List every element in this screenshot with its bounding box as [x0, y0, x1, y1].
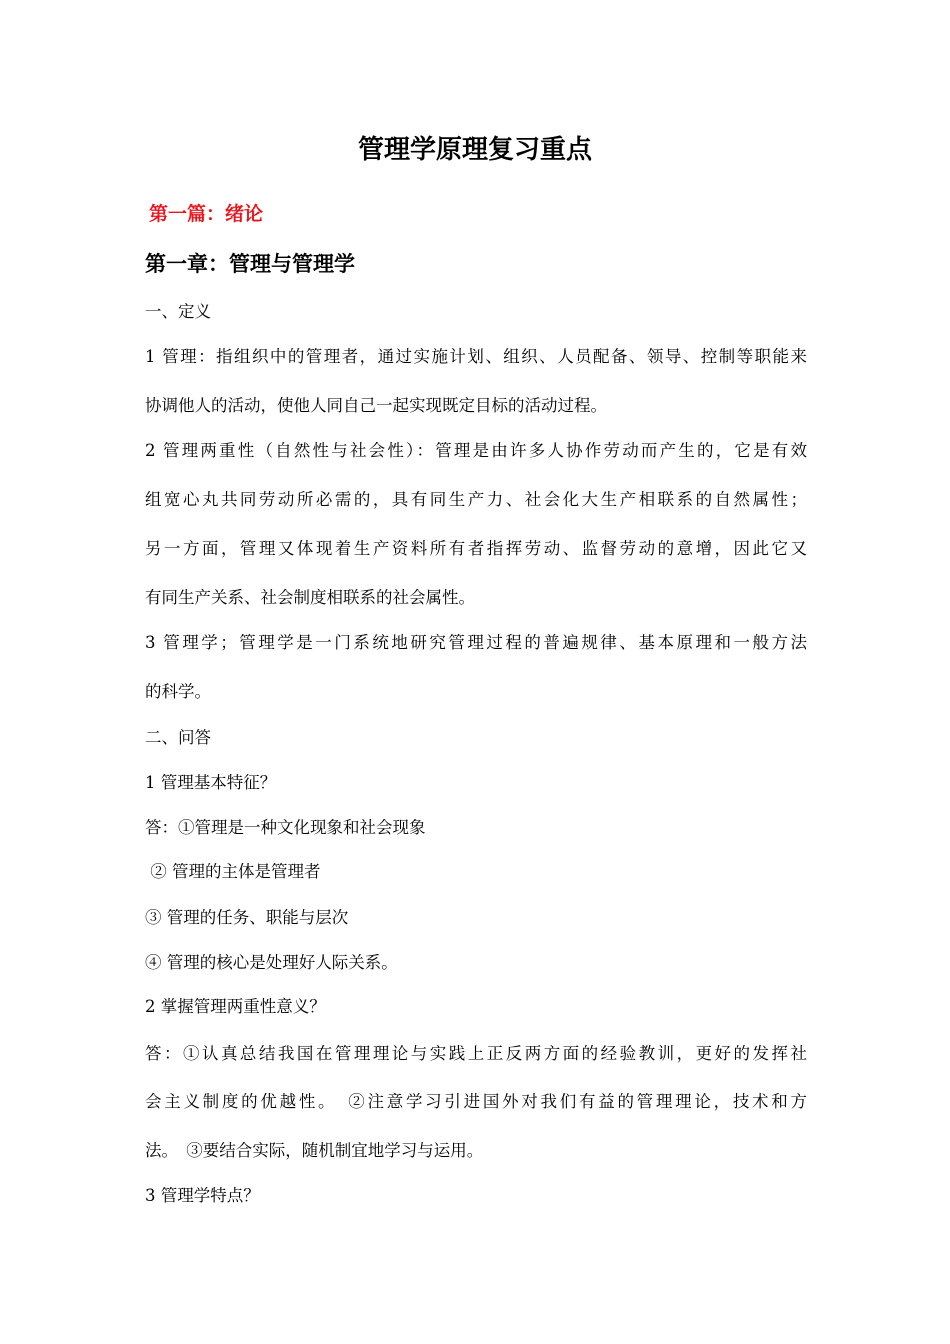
- document-title: 管理学原理复习重点: [357, 135, 592, 165]
- section-heading-qa: 二、问答: [145, 728, 211, 747]
- question-1-answer-1: 答：①管理是一种文化现象和社会现象: [145, 818, 426, 837]
- section-heading-definitions: 一、定义: [145, 302, 211, 321]
- question-2-answer-line-2: 会主义制度的优越性。 ②注意学习引进国外对我们有益的管理理论，技术和方: [145, 1092, 807, 1111]
- definition-1-line-2: 协调他人的活动，使他人同自己一起实现既定目标的活动过程。: [145, 396, 607, 415]
- part-heading: 第一篇：绪论: [149, 203, 264, 225]
- definition-2-line-4: 有同生产关系、社会制度相联系的社会属性。: [145, 588, 475, 607]
- question-1: 1 管理基本特征？: [145, 773, 277, 792]
- question-1-answer-2: ② 管理的主体是管理者: [145, 862, 321, 881]
- definition-1-line-1: 1 管理：指组织中的管理者，通过实施计划、组织、人员配备、领导、控制等职能来: [145, 347, 807, 366]
- definition-2-line-1: 2 管理两重性（自然性与社会性）：管理是由许多人协作劳动而产生的，它是有效: [145, 441, 807, 460]
- question-2-answer-line-1: 答：①认真总结我国在管理理论与实践上正反两方面的经验教训，更好的发挥社: [145, 1044, 807, 1063]
- definition-3-line-2: 的科学。: [145, 682, 211, 701]
- question-2: 2 掌握管理两重性意义？: [145, 997, 326, 1016]
- question-2-answer-line-3: 法。 ③要结合实际，随机制宜地学习与运用。: [145, 1141, 484, 1160]
- definition-2-line-2: 组宽心丸共同劳动所必需的，具有同生产力、社会化大生产相联系的自然属性；: [145, 490, 807, 509]
- question-1-answer-4: ④ 管理的核心是处理好人际关系。: [145, 953, 398, 972]
- question-1-answer-3: ③ 管理的任务、职能与层次: [145, 908, 349, 927]
- chapter-heading: 第一章：管理与管理学: [145, 251, 355, 276]
- definition-3-line-1: 3 管理学；管理学是一门系统地研究管理过程的普遍规律、基本原理和一般方法: [145, 633, 807, 652]
- question-3: 3 管理学特点？: [145, 1186, 260, 1205]
- definition-2-line-3: 另一方面，管理又体现着生产资料所有者指挥劳动、监督劳动的意增，因此它又: [145, 539, 807, 558]
